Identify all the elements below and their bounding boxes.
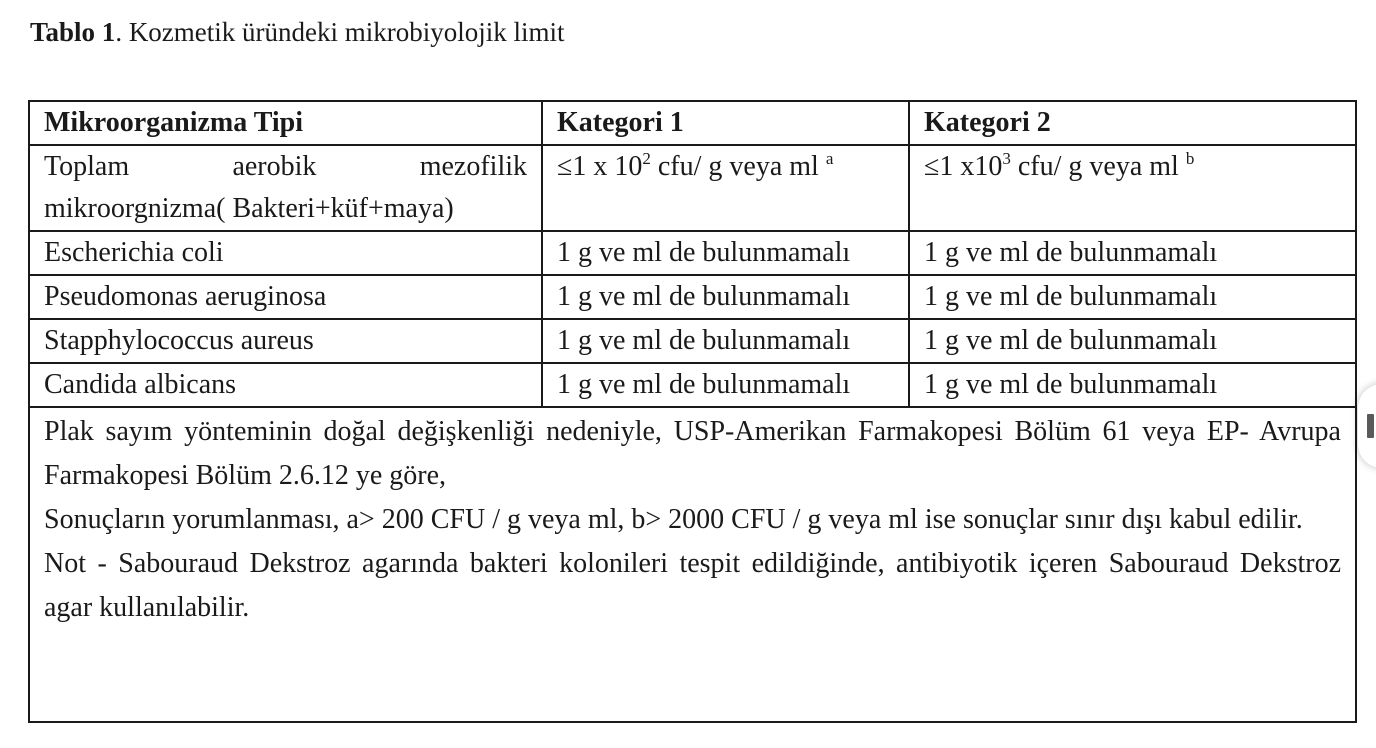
row-name: Candida albicans	[29, 363, 542, 407]
limit-exponent: 2	[642, 149, 651, 168]
header-category-2: Kategori 2	[909, 101, 1356, 145]
panel-handle-icon	[1367, 414, 1374, 438]
limit-exponent: 3	[1002, 149, 1011, 168]
row-cat2: 1 g ve ml de bulunmamalı	[909, 319, 1356, 363]
header-row	[29, 101, 1356, 145]
side-panel-handle[interactable]	[1358, 384, 1376, 468]
notes-row	[29, 407, 1356, 722]
row-cat2-limit	[909, 145, 1356, 231]
row-name-line-1	[44, 146, 527, 188]
limit-base: ≤1 x10	[924, 151, 1003, 182]
limit-base: ≤1 x 10	[557, 151, 643, 182]
row-cat1: 1 g ve ml de bulunmamalı	[542, 275, 909, 319]
footnote-mark: b	[1185, 149, 1195, 168]
row-cat1: 1 g ve ml de bulunmamalı	[542, 231, 909, 275]
limit-unit: cfu/ g veya ml	[1010, 151, 1186, 182]
row-cat2: 1 g ve ml de bulunmamalı	[909, 275, 1356, 319]
word: mezofilik	[419, 151, 527, 182]
row-cat1-limit	[542, 145, 909, 231]
microbiological-limits-table	[28, 100, 1357, 723]
note-paragraph: Plak sayım yönteminin doğal değişkenliği nedeniyle, USP-Amerikan Farmakopesi Bölüm 61 veya EP- Avrupa Farmakopesi Bölüm 2.6.12 ye göre,	[44, 416, 1341, 491]
row-cat2: 1 g ve ml de bulunmamalı	[909, 231, 1356, 275]
table-row	[29, 363, 1356, 407]
row-name-line-2: mikroorgnizma( Bakteri+küf+maya)	[44, 193, 454, 224]
word: Toplam	[44, 151, 130, 182]
row-cat1: 1 g ve ml de bulunmamalı	[542, 319, 909, 363]
footnote-mark: a	[825, 149, 834, 168]
header-category-1: Kategori 1	[542, 101, 909, 145]
table-row	[29, 231, 1356, 275]
note-paragraph: Sonuçların yorumlanması, a> 200 CFU / g veya ml, b> 2000 CFU / g veya ml ise sonuçlar sınır dışı kabul edilir.	[44, 504, 1303, 535]
header-microorganism-type: Mikroorganizma Tipi	[29, 101, 542, 145]
row-name: Escherichia coli	[29, 231, 542, 275]
table-row	[29, 319, 1356, 363]
notes-cell	[29, 407, 1356, 722]
row-name-total-aerobic	[29, 145, 542, 231]
limit-unit: cfu/ g veya ml	[650, 151, 826, 182]
note-paragraph: Not - Sabouraud Dekstroz agarında bakteri kolonileri tespit edildiğinde, antibiyotik içeren Sabouraud Dekstroz agar kullanılabilir.	[44, 548, 1341, 623]
row-name: Pseudomonas aeruginosa	[29, 275, 542, 319]
word: aerobik	[232, 151, 317, 182]
row-name: Stapphylococcus aureus	[29, 319, 542, 363]
caption-text: . Kozmetik üründeki mikrobiyolojik limit	[115, 17, 565, 47]
row-cat1: 1 g ve ml de bulunmamalı	[542, 363, 909, 407]
table-row	[29, 145, 1356, 231]
table-caption	[30, 14, 565, 50]
caption-label: Tablo 1	[30, 17, 116, 47]
row-cat2: 1 g ve ml de bulunmamalı	[909, 363, 1356, 407]
table-row	[29, 275, 1356, 319]
